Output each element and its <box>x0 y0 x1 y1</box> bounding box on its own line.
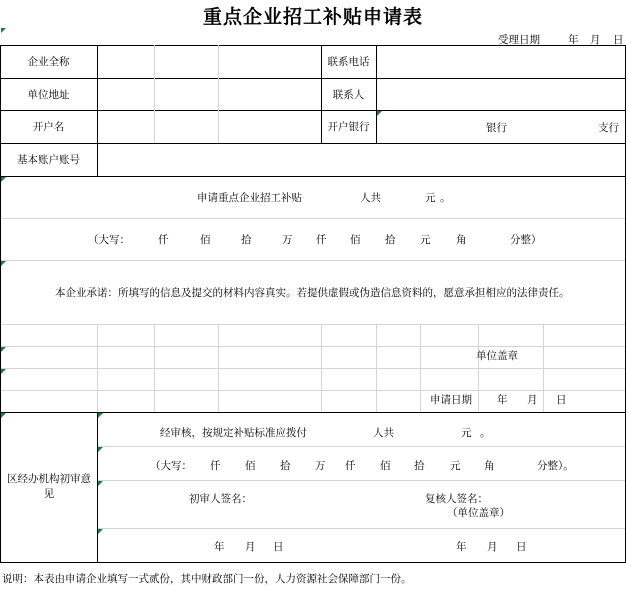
apply-date-label: 申请日期 <box>430 394 472 406</box>
review-caps-unit: 佰 <box>380 460 391 472</box>
cell-comment-marker <box>1 347 6 352</box>
review-caps-unit: 拾 <box>280 460 291 472</box>
review-unit-seal: （单位盖章） <box>447 507 510 519</box>
grid-line <box>0 346 626 347</box>
review-people: 人共 <box>373 427 394 439</box>
apply-caps-unit: 分整） <box>510 234 542 246</box>
basic-account-label: 基本账户账号 <box>17 154 80 166</box>
grid-line <box>0 260 626 261</box>
form-title: 重点企业招工补贴申请表 <box>202 6 423 28</box>
grid-line <box>376 324 377 412</box>
review-caps-open: （大写： <box>150 460 192 472</box>
review-date-right-year: 年 <box>456 541 467 553</box>
apply-caps-unit: 拾 <box>241 234 252 246</box>
grid-line <box>97 528 626 529</box>
review-caps-unit: 角 <box>484 460 495 472</box>
review-caps-unit: 拾 <box>414 460 425 472</box>
review-date-left-month: 月 <box>245 541 256 553</box>
receipt-date-label: 受理日期 <box>498 34 540 46</box>
cell-comment-marker <box>98 481 103 486</box>
grid-line <box>97 45 98 176</box>
phone-label: 联系电话 <box>327 56 370 68</box>
bank-suffix: 银行 <box>486 122 507 134</box>
grid-line <box>0 390 626 391</box>
grid-line <box>0 218 626 219</box>
apply-date-month: 月 <box>527 394 538 406</box>
cell-comment-marker <box>1 369 6 374</box>
footer-note: 说明：本表由申请企业填写一式贰份，其中财政部门一份，人力资源社会保障部门一份。 <box>2 573 412 585</box>
unit-seal-label: 单位盖章 <box>476 350 518 362</box>
grid-line <box>0 176 626 177</box>
apply-caps-unit: 仟 <box>158 234 169 246</box>
apply-caps-unit: 万 <box>282 234 293 246</box>
receipt-year: 年 <box>568 34 579 46</box>
grid-line <box>0 562 626 563</box>
review-prefix: 经审核，按规定补贴标准应拨付 <box>160 427 307 439</box>
address-label: 单位地址 <box>27 88 70 101</box>
apply-caps-unit: 佰 <box>200 234 211 246</box>
apply-date-year: 年 <box>497 394 508 406</box>
grid-line <box>97 412 98 562</box>
apply-caps-unit: 角 <box>456 234 467 246</box>
branch-suffix: 支行 <box>598 122 619 134</box>
review-period: 。 <box>480 427 491 439</box>
apply-yuan: 元 <box>425 192 436 204</box>
review-date-left-day: 日 <box>273 541 284 553</box>
receipt-day: 日 <box>613 34 624 46</box>
grid-line <box>154 324 155 412</box>
cell-comment-marker <box>1 28 6 33</box>
grid-line <box>543 324 544 412</box>
grid-line <box>376 45 377 143</box>
grid-line <box>321 324 322 412</box>
apply-caps-unit: 仟 <box>316 234 327 246</box>
apply-people: 人共 <box>360 192 381 204</box>
cell-comment-marker <box>98 529 103 534</box>
apply-caps-unit: 元 <box>420 234 431 246</box>
cell-comment-marker <box>98 413 103 418</box>
grid-line <box>97 446 626 447</box>
grid-line <box>478 324 479 412</box>
review-date-left-year: 年 <box>214 541 225 553</box>
review-caps-unit: 元 <box>450 460 461 472</box>
apply-period: 。 <box>440 192 451 204</box>
company-promise: 本企业承诺：所填写的信息及提交的材料内容真实。若提供虚假或伪造信息资料的，愿意承担相应的法律责任。 <box>55 287 570 299</box>
review-yuan: 元 <box>461 427 472 439</box>
review-caps-unit: 佰 <box>245 460 256 472</box>
cell-comment-marker <box>1 177 6 182</box>
second-signer-label: 复核人签名： <box>425 493 488 505</box>
contact-label: 联系人 <box>332 88 365 101</box>
grid-line <box>97 324 98 412</box>
review-label: 区经办机构初审意见 <box>7 473 91 500</box>
grid-line <box>154 45 155 143</box>
review-caps-unit: 分整）。 <box>537 460 574 472</box>
receipt-month: 月 <box>590 34 601 46</box>
apply-caps-unit: 拾 <box>385 234 396 246</box>
account-name-label: 开户名 <box>32 121 65 133</box>
review-caps-unit: 万 <box>315 460 326 472</box>
review-caps-unit: 仟 <box>210 460 221 472</box>
grid-line <box>218 324 219 412</box>
grid-line <box>420 324 421 412</box>
grid-line <box>0 324 626 325</box>
review-caps-unit: 仟 <box>345 460 356 472</box>
grid-line <box>0 368 626 369</box>
review-date-right-day: 日 <box>516 541 527 553</box>
cell-comment-marker <box>98 447 103 452</box>
review-date-right-month: 月 <box>487 541 498 553</box>
bank-label: 开户银行 <box>327 121 370 133</box>
grid-line <box>218 45 219 143</box>
cell-comment-marker <box>377 111 382 116</box>
apply-caps-unit: 佰 <box>350 234 361 246</box>
cell-comment-marker <box>1 261 6 266</box>
company-name-label: 企业全称 <box>27 56 70 68</box>
grid-line <box>97 480 626 481</box>
first-signer-label: 初审人签名： <box>189 493 252 505</box>
apply-date-day: 日 <box>556 394 567 406</box>
apply-caps-open: （大写： <box>88 234 130 246</box>
apply-prefix: 申请重点企业招工补贴 <box>197 192 302 204</box>
